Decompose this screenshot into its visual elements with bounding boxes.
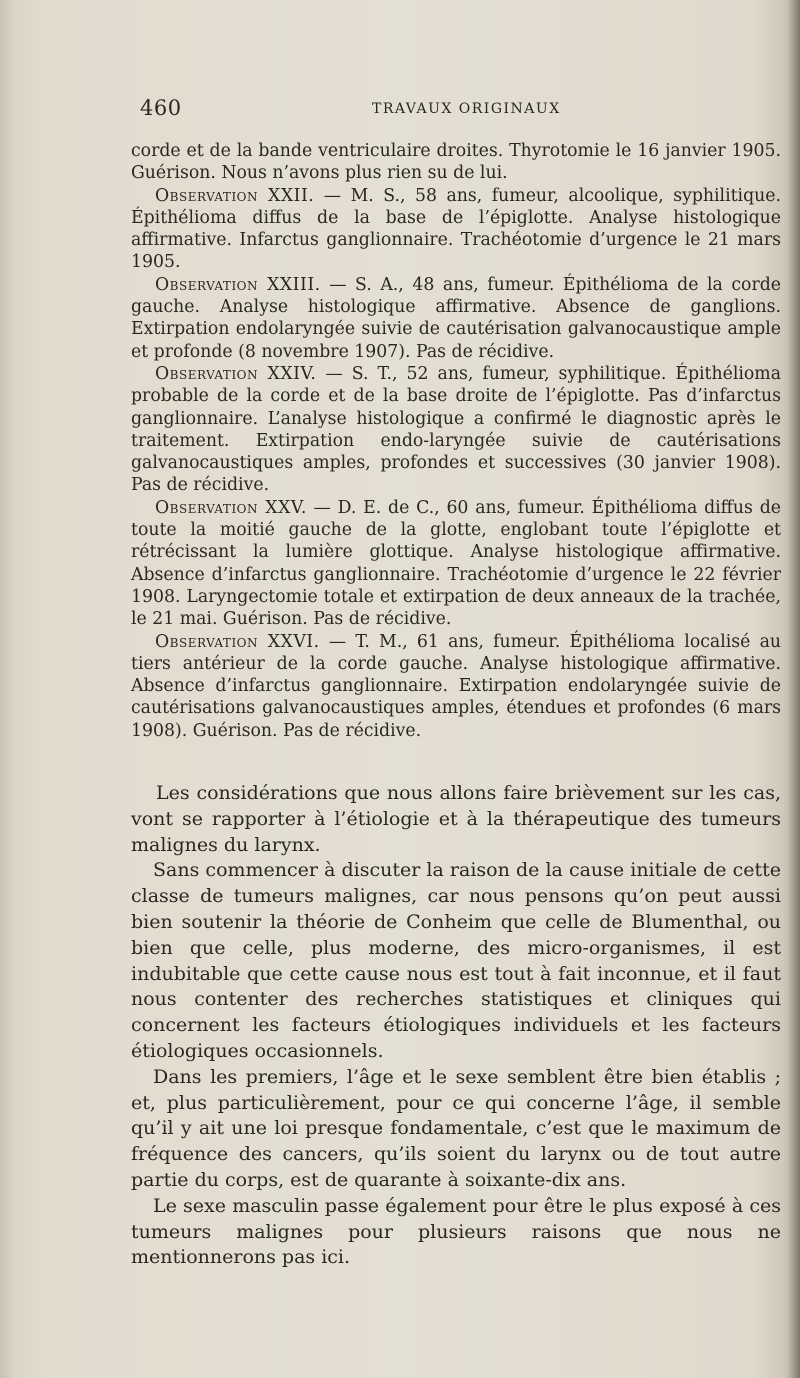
observation-text: — T. M., 61 ans, fumeur. Épithélioma localisé au tiers antérieur de la corde gauche. Analyse histologique affirmative. Absence d’infarctus ganglionnaire. Extirpation endolaryngée suivie de cautérisations galvanocaustiques amples, étendues et profondes (6 mars 1908). Guérison. Pas de récidive. [131, 631, 782, 741]
observation-label: Observation XXII. [155, 185, 315, 206]
observation-label: Observation XXVI. [155, 631, 320, 652]
observation-label: Observation XXIV. [155, 363, 317, 384]
running-title: TRAVAUX ORIGINAUX [372, 101, 561, 117]
observations-section [131, 140, 781, 742]
observation-text: — S. T., 52 ans, fumeur, syphilitique. Épithélioma probable de la corde et de la base droite de l’épiglotte. Pas d’infarctus ganglionnaire. L’analyse histologique a confirmé le diagnostic après le traitement. Extirpation endo-laryngée suivie de cautérisations galvanocaustiques amples, profondes et successives (30 janvier 1908). Pas de récidive. [131, 363, 781, 496]
observation-label: Observation XXV. [155, 497, 307, 518]
observation-text: — S. A., 48 ans, fumeur. Épithélioma de la corde gauche. Analyse histologique affirmative. Absence de ganglions. Extirpation endolaryngée suivie de cautérisation galvanocaustique ample et profonde (8 novembre 1907). Pas de récidive. [131, 274, 781, 362]
observation-text: — D. E. de C., 60 ans, fumeur. Épithélioma diffus de toute la moitié gauche de la glotte, englobant toute l’épiglotte et rétrécissant la lumière glottique. Analyse histologique affirmative. Absence d’infarctus ganglionnaire. Trachéotomie d’urgence le 22 février 1908. Laryngectomie totale et extirpation de deux anneaux de la trachée, le 21 mai. Guérison. Pas de récidive. [131, 497, 781, 630]
book-spine-shadow [786, 0, 800, 1378]
observation-26 [131, 631, 781, 742]
observation-text: — M. S., 58 ans, fumeur, alcoolique, syphilitique. Épithélioma diffus de la base de l’épiglotte. Analyse histologique affirmative. Infarctus ganglionnaire. Trachéotomie d’urgence le 21 mars 1905. [131, 185, 781, 273]
continuation-paragraph: corde et de la bande ventriculaire droites. Thyrotomie le 16 janvier 1905. Guérison. Nous n’avons plus rien su de lui. [131, 141, 781, 184]
discussion-section [131, 781, 781, 1271]
page-header [140, 96, 780, 124]
body-paragraph: Dans les premiers, l’âge et le sexe semblent être bien établis ; et, plus particulièrement, pour ce qui concerne l’âge, il semble qu’il y ait une loi presque fondamentale, c’est que le maximum de fréquence des cancers, qu’ils soient du larynx ou de tout autre partie du corps, est de quarante à soixante-dix ans. [131, 1065, 781, 1191]
body-paragraph: Sans commencer à discuter la raison de la cause initiale de cette classe de tumeurs malignes, car nous pensons qu’on peut aussi bien soutenir la théorie de Conheim que celle de Blumenthal, ou bien que celle, plus moderne, des micro-organismes, il est indubitable que cette cause nous est tout à fait inconnue, et il faut nous contenter des recherches statistiques et cliniques qui concernent les facteurs étiologiques individuels et les facteurs étiologiques occasionnels. [131, 859, 781, 1062]
observation-label: Observation XXIII. [155, 274, 321, 295]
observation-22 [131, 185, 781, 274]
observation-25 [131, 497, 781, 631]
page-number: 460 [140, 96, 182, 120]
body-paragraph: Le sexe masculin passe également pour être le plus exposé à ces tumeurs malignes pour plusieurs raisons que nous ne mentionnerons pas ici. [131, 1194, 781, 1269]
observation-23 [131, 274, 781, 363]
observation-24 [131, 363, 781, 497]
body-paragraph: Les considérations que nous allons faire brièvement sur les cas, vont se rapporter à l’étiologie et à la thérapeutique des tumeurs malignes du larynx. [131, 782, 781, 856]
